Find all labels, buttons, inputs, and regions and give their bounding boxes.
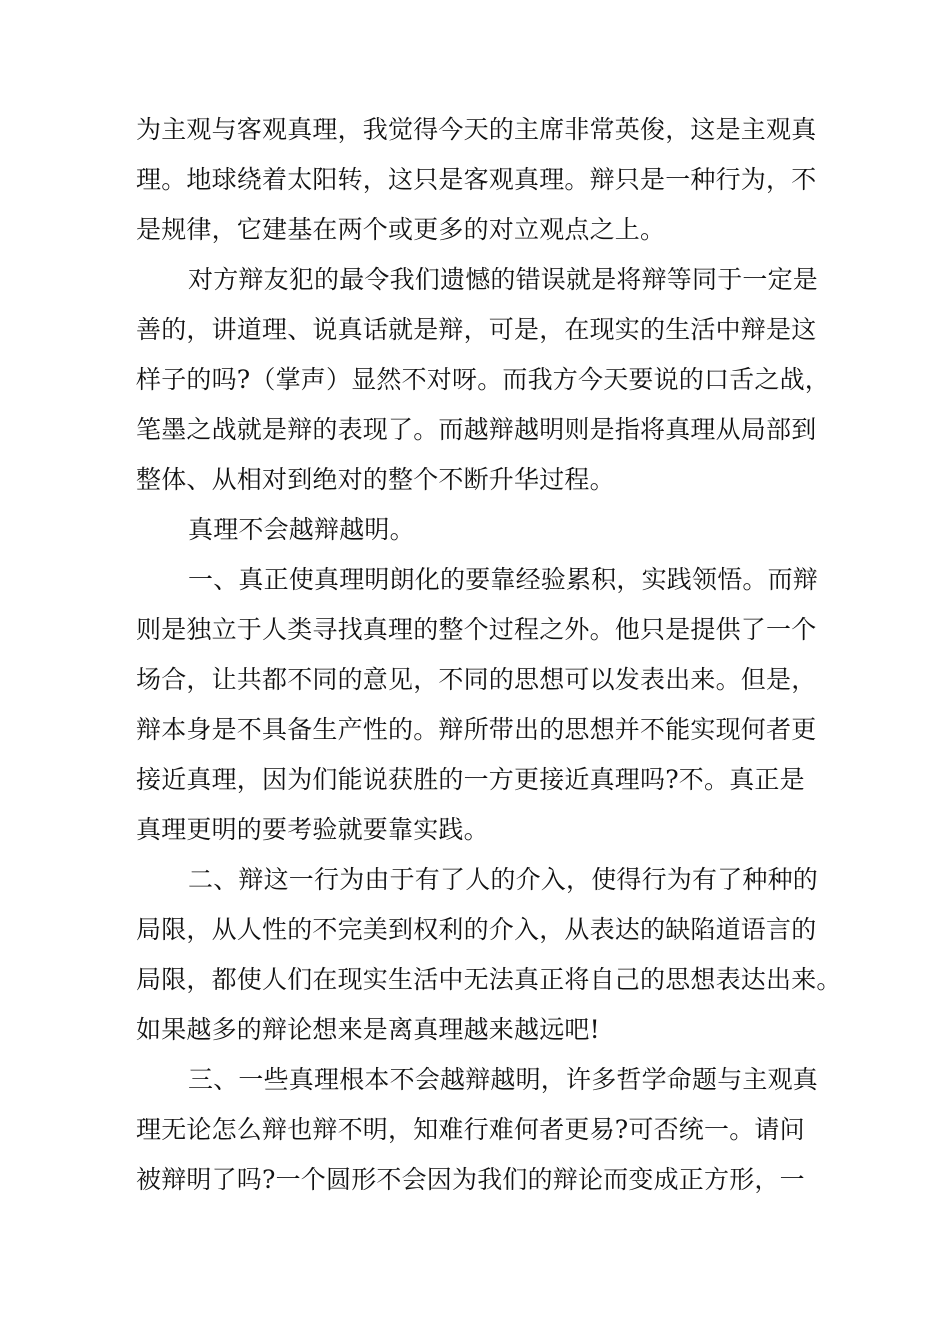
- text-line: 真理更明的要考验就要靠实践。: [136, 815, 489, 844]
- text-line: 辩本身是不具备生产性的。辩所带出的思想并不能实现何者更: [136, 715, 817, 744]
- text-line: 局限，从人性的不完美到权利的介入，从表达的缺陷道语言的: [136, 915, 817, 944]
- text-line: 被辩明了吗?一个圆形不会因为我们的辩论而变成正方形，一: [136, 1165, 805, 1194]
- paragraph-first-line: 二、辩这一行为由于有了人的介入，使得行为有了种种的: [188, 865, 819, 894]
- text-line: 如果越多的辩论想来是离真理越来越远吧!: [136, 1015, 600, 1044]
- text-line: 样子的吗?（掌声）显然不对呀。而我方今天要说的口舌之战，: [136, 365, 831, 394]
- text-line: 笔墨之战就是辩的表现了。而越辩越明则是指将真理从局部到: [136, 415, 817, 444]
- text-line: 理无论怎么辩也辩不明，知难行难何者更易?可否统一。请问: [136, 1115, 805, 1144]
- paragraph-first-line: 一、真正使真理明朗化的要靠经验累积，实践领悟。而辩: [188, 565, 819, 594]
- text-line: 则是独立于人类寻找真理的整个过程之外。他只是提供了一个: [136, 615, 817, 644]
- text-line: 理。地球绕着太阳转，这只是客观真理。辩只是一种行为，不: [136, 165, 817, 194]
- text-line: 善的，讲道理、说真话就是辩，可是，在现实的生活中辩是这: [136, 315, 817, 344]
- text-line: 为主观与客观真理，我觉得今天的主席非常英俊，这是主观真: [136, 115, 817, 144]
- text-line: 整体、从相对到绝对的整个不断升华过程。: [136, 465, 615, 494]
- text-line: 场合，让共都不同的意见，不同的思想可以发表出来。但是，: [136, 665, 817, 694]
- text-line: 局限，都使人们在现实生活中无法真正将自己的思想表达出来。: [136, 965, 842, 994]
- paragraph-first-line: 三、一些真理根本不会越辩越明，许多哲学命题与主观真: [188, 1065, 819, 1094]
- paragraph-first-line: 对方辩友犯的最令我们遗憾的错误就是将辩等同于一定是: [188, 265, 819, 294]
- text-line: 接近真理，因为们能说获胜的一方更接近真理吗?不。真正是: [136, 765, 805, 794]
- text-line: 是规律，它建基在两个或更多的对立观点之上。: [136, 215, 666, 244]
- thesis-line: 真理不会越辩越明。: [188, 515, 415, 544]
